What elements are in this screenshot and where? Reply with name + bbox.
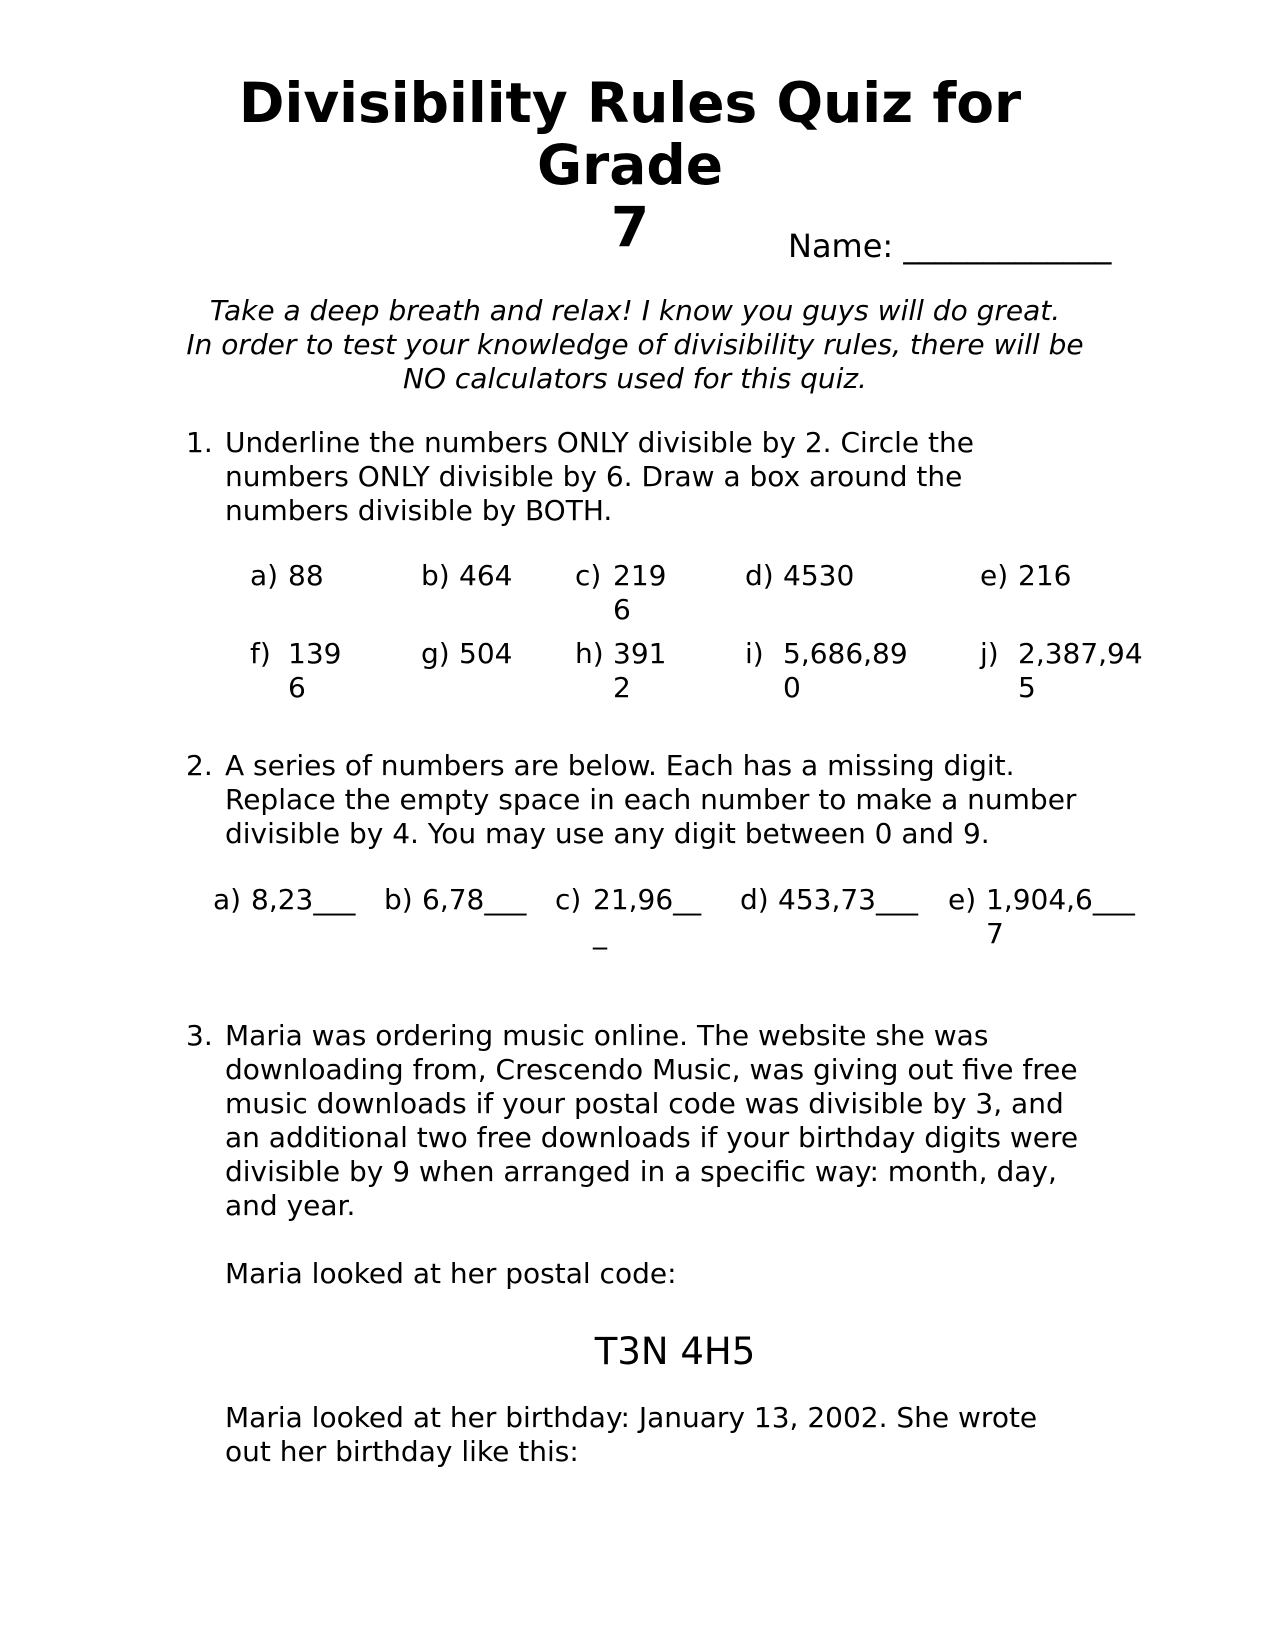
q1-option-e[interactable] (980, 559, 1160, 627)
question-2-line: A series of numbers are below. Each has a missing digit. (225, 749, 1015, 782)
q1-option-j[interactable] (980, 637, 1180, 705)
intro-line: Take a deep breath and relax! I know you guys will do great. (209, 294, 1061, 327)
option-value: 504 (459, 637, 513, 670)
option-value: 216 (1018, 559, 1072, 592)
option-value: 6,78___ (422, 883, 527, 916)
question-1-line: numbers divisible by BOTH. (225, 494, 613, 527)
question-1-number: 1. (186, 426, 213, 459)
question-3-number: 3. (186, 1019, 213, 1052)
name-blank[interactable]: _____________ (903, 227, 1112, 265)
q2-option-e[interactable] (948, 883, 1168, 951)
intro-line: NO calculators used for this quiz. (403, 362, 867, 395)
option-value: 391 2 (613, 637, 667, 704)
question-3-text (225, 1019, 1123, 1223)
title-line-2: 7 (610, 195, 650, 259)
question-1-text (225, 426, 1123, 528)
question-3-line: an additional two free downloads if your birthday digits were (225, 1121, 1079, 1154)
question-3-line: downloading from, Crescendo Music, was giving out five free (225, 1053, 1078, 1086)
option-label: a) (213, 883, 242, 916)
option-value: 219 6 (613, 559, 667, 626)
option-value: 88 (288, 559, 324, 592)
q2-option-c[interactable] (555, 883, 725, 951)
option-value: 8,23___ (251, 883, 356, 916)
title-line-1: Divisibility Rules Quiz for Grade (238, 71, 1022, 197)
question-2-number: 2. (186, 749, 213, 782)
q1-option-a[interactable] (250, 559, 400, 627)
option-value: 453,73___ (778, 883, 918, 916)
option-label: b) (421, 559, 450, 592)
option-value: 4530 (783, 559, 855, 592)
question-1-line: numbers ONLY divisible by 6. Draw a box around the (225, 460, 963, 493)
option-label: e) (948, 883, 977, 916)
postal-code: T3N 4H5 (594, 1330, 756, 1373)
name-field[interactable] (788, 226, 1111, 266)
q1-option-h[interactable] (575, 637, 725, 705)
name-label: Name: (788, 227, 904, 265)
option-label: c) (575, 559, 602, 592)
option-label: g) (421, 637, 450, 670)
option-value: 139 6 (288, 637, 342, 704)
option-label: d) (745, 559, 774, 592)
birthday-text (225, 1401, 1123, 1469)
q1-option-g[interactable] (421, 637, 571, 705)
q2-option-d[interactable] (740, 883, 940, 951)
q1-option-b[interactable] (421, 559, 571, 627)
option-value: 5,686,89 0 (783, 637, 908, 704)
question-3-line: divisible by 9 when arranged in a specific way: month, day, (225, 1155, 1057, 1188)
option-label: c) (555, 883, 582, 916)
q1-option-f[interactable] (250, 637, 400, 705)
question-1-line: Underline the numbers ONLY divisible by 2. Circle the (225, 426, 974, 459)
option-value: 21,96__ _ (593, 883, 702, 950)
option-label: h) (575, 637, 604, 670)
q1-option-c[interactable] (575, 559, 725, 627)
question-2-line: Replace the empty space in each number to make a number (225, 783, 1077, 816)
option-value: 1,904,6___ 7 (986, 883, 1135, 950)
question-3-line: and year. (225, 1189, 356, 1222)
q1-option-i[interactable] (745, 637, 965, 705)
q2-option-a[interactable] (213, 883, 373, 951)
birthday-line: out her birthday like this: (225, 1435, 579, 1468)
question-2-line: divisible by 4. You may use any digit between 0 and 9. (225, 817, 990, 850)
question-2-text (225, 749, 1123, 851)
option-label: i) (745, 637, 764, 670)
option-label: f) (250, 637, 271, 670)
q2-option-b[interactable] (384, 883, 544, 951)
question-3-line: Maria was ordering music online. The website she was (225, 1019, 989, 1052)
postal-intro: Maria looked at her postal code: (225, 1257, 677, 1290)
question-3-line: music downloads if your postal code was divisible by 3, and (225, 1087, 1064, 1120)
birthday-line: Maria looked at her birthday: January 13, 2002. She wrote (225, 1401, 1038, 1434)
option-value: 2,387,94 5 (1018, 637, 1143, 704)
option-value: 464 (459, 559, 513, 592)
option-label: a) (250, 559, 279, 592)
option-label: j) (980, 637, 999, 670)
option-label: e) (980, 559, 1009, 592)
option-label: b) (384, 883, 413, 916)
option-label: d) (740, 883, 769, 916)
q1-option-d[interactable] (745, 559, 945, 627)
intro-line: In order to test your knowledge of divisibility rules, there will be (186, 328, 1084, 361)
intro-text (150, 294, 1120, 396)
